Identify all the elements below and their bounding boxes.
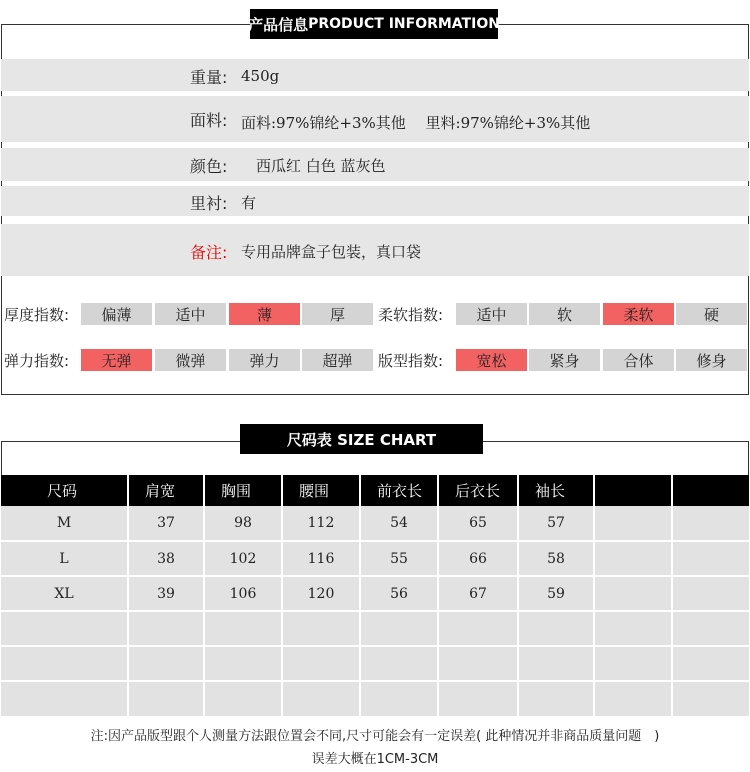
- elasticity-option: 超弹: [302, 349, 373, 371]
- header-size: 尺码: [1, 475, 128, 506]
- fit-option: 合体: [603, 349, 674, 371]
- remark-row: [1, 224, 749, 276]
- measure-cell: 102: [204, 541, 282, 576]
- thickness-option: 厚: [302, 303, 373, 325]
- measure-cell: 106: [204, 576, 282, 611]
- measure-cell: [128, 681, 204, 716]
- fit-label: 版型指数:: [378, 352, 444, 370]
- softness-option: 适中: [456, 303, 527, 325]
- softness-label: 柔软指数:: [378, 306, 444, 324]
- header-sleeve: 袖长: [518, 475, 594, 506]
- weight-value: 450g: [241, 67, 280, 85]
- color-row: [1, 148, 749, 181]
- table-row: [1, 646, 749, 681]
- header-empty: [672, 475, 749, 506]
- measure-cell: [128, 611, 204, 646]
- lining-value: 有: [241, 194, 257, 212]
- size-cell: L: [1, 541, 128, 576]
- note-line-1: 注:因产品版型跟个人测量方法跟位置会不同,尺寸可能会有一定误差( 此种情况并非商品质量问题 ): [90, 729, 660, 744]
- measure-cell: [282, 681, 360, 716]
- lining-label: 里衬:: [190, 194, 228, 213]
- measure-cell: [672, 541, 749, 576]
- measure-cell: 65: [438, 506, 518, 541]
- measure-cell: [594, 576, 672, 611]
- measure-cell: 37: [128, 506, 204, 541]
- table-row: [1, 681, 749, 716]
- size-cell: [1, 611, 128, 646]
- size-cell: M: [1, 506, 128, 541]
- measure-cell: [518, 611, 594, 646]
- measure-cell: 56: [360, 576, 438, 611]
- fabric-value: 面料:97%锦纶+3%其他 里料:97%锦纶+3%其他: [241, 114, 591, 132]
- softness-option: 硬: [676, 303, 747, 325]
- color-label: 颜色:: [190, 157, 228, 176]
- measure-cell: [594, 646, 672, 681]
- header-shoulder: 肩宽: [128, 475, 204, 506]
- size-cell: [1, 681, 128, 716]
- measure-cell: [438, 681, 518, 716]
- measure-cell: [594, 506, 672, 541]
- elasticity-option: 无弹: [81, 349, 152, 371]
- measure-cell: [282, 611, 360, 646]
- measure-cell: [438, 646, 518, 681]
- thickness-option: 偏薄: [81, 303, 152, 325]
- thickness-label: 厚度指数:: [4, 306, 70, 324]
- thickness-option: 适中: [155, 303, 226, 325]
- measure-cell: [204, 646, 282, 681]
- size-chart-title: 尺码表 SIZE CHART: [240, 424, 483, 454]
- measure-cell: [672, 646, 749, 681]
- measure-cell: [360, 681, 438, 716]
- measure-cell: 59: [518, 576, 594, 611]
- measure-cell: 112: [282, 506, 360, 541]
- fabric-label: 面料:: [190, 111, 228, 130]
- measure-cell: [672, 576, 749, 611]
- table-row: [1, 506, 749, 541]
- elasticity-label: 弹力指数:: [4, 352, 70, 370]
- measure-cell: [204, 611, 282, 646]
- measure-cell: [672, 681, 749, 716]
- size-table-header: [1, 475, 749, 506]
- measure-cell: 57: [518, 506, 594, 541]
- measure-cell: [518, 681, 594, 716]
- size-table: [1, 475, 749, 716]
- measure-cell: [672, 506, 749, 541]
- measure-cell: [438, 611, 518, 646]
- thickness-option: 薄: [229, 303, 300, 325]
- measure-cell: [360, 611, 438, 646]
- table-row: [1, 576, 749, 611]
- elasticity-option: 微弹: [155, 349, 226, 371]
- remark-value: 专用品牌盒子包装，真口袋: [241, 243, 422, 261]
- measure-cell: [594, 611, 672, 646]
- lining-row: [1, 186, 749, 216]
- header-empty: [594, 475, 672, 506]
- header-chest: 胸围: [204, 475, 282, 506]
- weight-row: [1, 59, 749, 91]
- softness-option: 软: [529, 303, 600, 325]
- size-cell: XL: [1, 576, 128, 611]
- measure-cell: 38: [128, 541, 204, 576]
- measure-cell: 66: [438, 541, 518, 576]
- measure-cell: [594, 681, 672, 716]
- measure-cell: [282, 646, 360, 681]
- elasticity-option: 弹力: [229, 349, 300, 371]
- color-value: 西瓜红 白色 蓝灰色: [256, 157, 386, 175]
- measure-cell: [360, 646, 438, 681]
- fit-option: 宽松: [456, 349, 527, 371]
- measure-cell: 58: [518, 541, 594, 576]
- note-line-2: 误差大概在1CM-3CM: [311, 752, 439, 767]
- fabric-row: [1, 96, 749, 142]
- measure-cell: 98: [204, 506, 282, 541]
- measure-cell: 67: [438, 576, 518, 611]
- measure-cell: [204, 681, 282, 716]
- measure-cell: 55: [360, 541, 438, 576]
- weight-label: 重量:: [190, 68, 228, 87]
- fit-option: 修身: [676, 349, 747, 371]
- header-waist: 腰围: [282, 475, 360, 506]
- measure-cell: 116: [282, 541, 360, 576]
- header-front-length: 前衣长: [360, 475, 438, 506]
- size-cell: [1, 646, 128, 681]
- measure-cell: 54: [360, 506, 438, 541]
- header-back-length: 后衣长: [438, 475, 518, 506]
- table-row: [1, 541, 749, 576]
- measure-cell: [518, 646, 594, 681]
- measure-cell: 120: [282, 576, 360, 611]
- remark-label: 备注:: [190, 243, 228, 262]
- measure-cell: [672, 611, 749, 646]
- measure-cell: [594, 541, 672, 576]
- fit-option: 紧身: [529, 349, 600, 371]
- softness-option: 柔软: [603, 303, 674, 325]
- measure-cell: [128, 646, 204, 681]
- product-info-title: 产品信息 PRODUCT INFORMATION: [250, 9, 498, 39]
- measure-cell: 39: [128, 576, 204, 611]
- table-row: [1, 611, 749, 646]
